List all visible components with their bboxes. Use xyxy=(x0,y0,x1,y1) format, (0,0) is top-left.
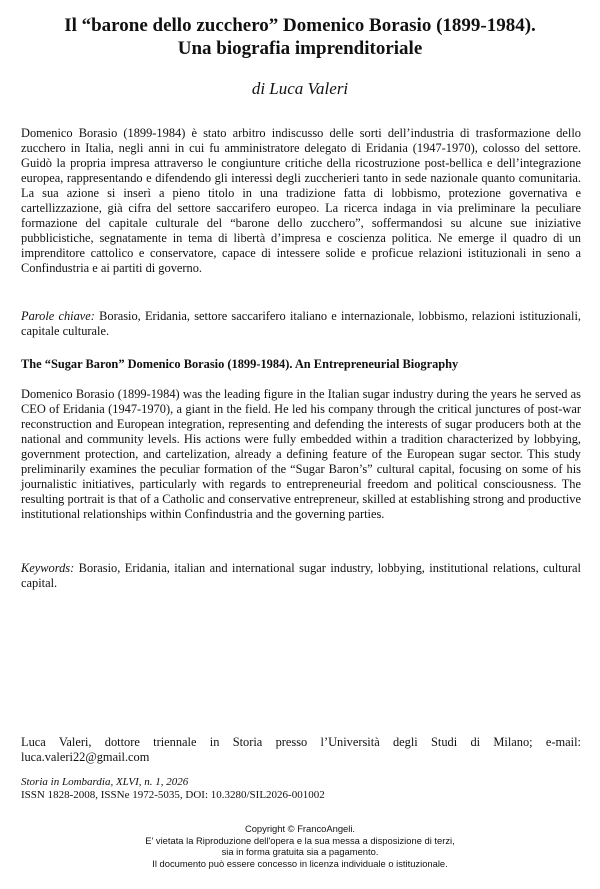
author-affiliation: Luca Valeri, dottore triennale in Storia presso l’Università degli Studi di Milano; e-mail: luca.valeri22@gmail.com xyxy=(21,735,581,764)
copyright-notice xyxy=(0,823,600,869)
copyright-line-1: Copyright © FrancoAngeli. xyxy=(244,823,356,834)
keywords-english-list: Borasio, Eridania, italian and international sugar industry, lobbying, institutional relations, cultural capital. xyxy=(21,561,581,590)
issn-doi: ISSN 1828-2008, ISSNe 1972-5035, DOI: 10.3280/SIL2026-001002 xyxy=(21,789,325,801)
keywords-italian-list: Borasio, Eridania, settore saccarifero italiano e internazionale, lobbismo, relazioni istituzionali, capitale culturale. xyxy=(21,309,581,338)
english-title: The “Sugar Baron” Domenico Borasio (1899-1984). An Entrepreneurial Biography xyxy=(21,357,459,371)
abstract-italian: Domenico Borasio (1899-1984) è stato arbitro indiscusso delle sorti dell’industria di trasformazione dello zucchero in Italia, negli anni in cui fu amministratore delegato di Eridania (1947-1970), colosso del settore. Guidò la propria impresa attraverso le congiunture critiche della ricostruzione post-bellica e dell’integrazione europea, rappresentando e difendendo gli interessi degli zuccherieri tanto in sede nazionale quanto comunitaria. La sua azione si inserì a pieno titolo in una tradizione fatta di lobbismo, protezione governativa e cartellizzazione, già cifra del settore saccarifero europeo. La ricerca indaga in via preliminare la peculiare formazione del capitale culturale del “barone dello zucchero”, soffermandosi su alcune sue iniziative pubblicistiche, segnatamente in tema di libertà d’impresa e coscienza politica. Ne emerge il quadro di un imprenditore cattolico e conservatore, capace di intessere solide e proficue relazioni istituzionali in seno a Confindustria e ai partiti di governo. xyxy=(21,126,581,275)
copyright-line-4: Il documento può essere concesso in licenza individuale o istituzionale. xyxy=(152,857,448,869)
abstract-english: Domenico Borasio (1899-1984) was the leading figure in the Italian sugar industry during the years he served as CEO of Eridania (1947-1970), a giant in the field. He led his company through the critical junctures of post-war reconstruction and European integration, representing and defending the interests of sugar producers both at the national and community levels. His actions were fully embedded within a tradition characterized by lobbying, government protection, and cartelization, already a defining feature of the European sugar sector. This study preliminarily examines the peculiar formation of the “Sugar Baron’s” cultural capital, focusing on some of his journalistic initiatives, particularly with regards to entrepreneurial freedom and political consciousness. The resulting portrait is that of a Catholic and conservative entrepreneur, skilled at establishing strong and productive institutional relationships within Confindustria and the governing parties. xyxy=(21,387,581,521)
title-line-1: Il “barone dello zucchero” Domenico Borasio (1899-1984). xyxy=(64,15,536,36)
copyright-line-3: sia in forma gratuita sia a pagamento. xyxy=(221,846,379,857)
title-line-2: Una biografia imprenditoriale xyxy=(177,38,423,59)
journal-citation: Storia in Lombardia, XLVI, n. 1, 2026 xyxy=(21,776,189,788)
keywords-italian xyxy=(21,309,581,339)
article-title xyxy=(0,14,600,60)
keywords-english xyxy=(21,561,581,591)
keywords-english-label: Keywords: xyxy=(21,561,75,575)
journal-info xyxy=(21,776,581,802)
article-author: di Luca Valeri xyxy=(251,79,349,98)
copyright-line-2: E' vietata la Riproduzione dell'opera e la sua messa a disposizione di terzi, xyxy=(145,834,455,846)
keywords-italian-label: Parole chiave: xyxy=(21,309,95,323)
